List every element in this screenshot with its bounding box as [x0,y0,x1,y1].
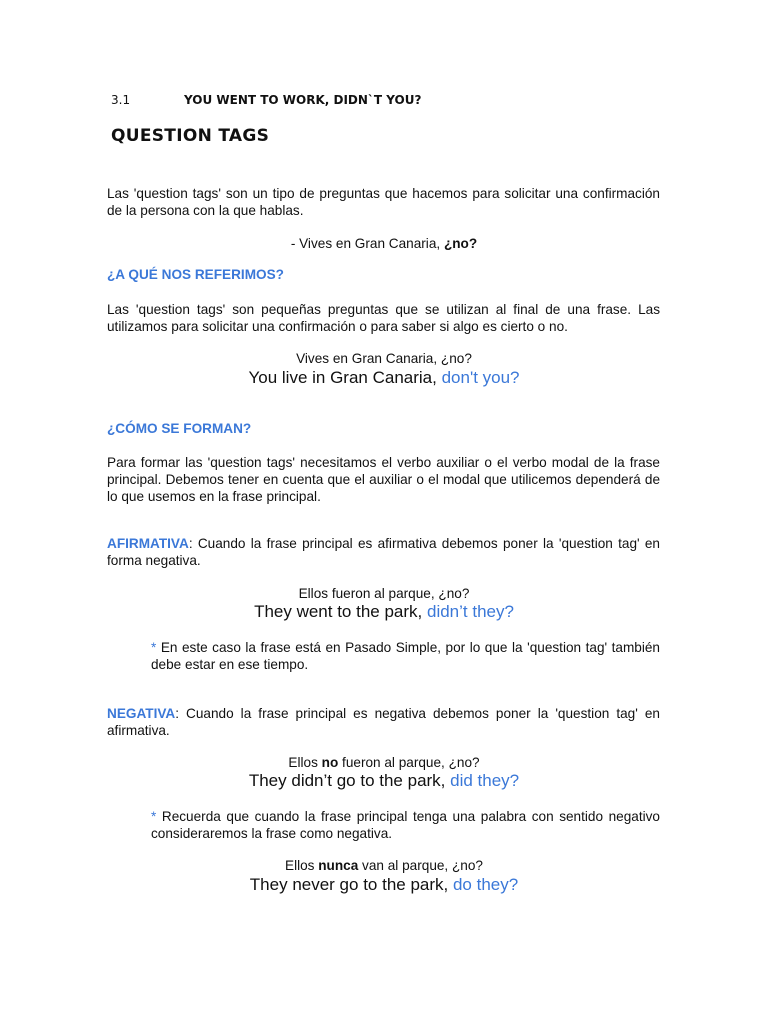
section-number: 3.1 [111,93,131,107]
intro-example-bold: ¿no? [443,236,478,251]
negative-example2-es [0,857,768,874]
affirmative-example-en-tag: didn’t they? [426,602,514,621]
refer-example-en-tag: don't you? [441,368,520,387]
affirmative-label: AFIRMATIVA [107,536,189,551]
negative-example-es-bold: no [321,755,339,770]
negative-example-en-tag: did they? [450,771,520,790]
negative-example2-es-bold: nunca [318,858,359,873]
note-star: * [151,809,162,824]
intro-example [0,235,768,252]
negative-example-en [0,771,768,791]
intro-paragraph: Las 'question tags' son un tipo de preguntas que hacemos para solicitar una confirmación de la persona con la que hablas. [107,186,660,218]
section-title: YOU WENT TO WORK, DIDN`T YOU? [184,93,422,107]
affirmative-example-en-main: They went to the park, [254,602,427,621]
refer-example-es: Vives en Gran Canaria, ¿no? [296,351,472,366]
affirmative-text: : Cuando la frase principal es afirmativa debemos poner la 'question tag' en forma negativa. [107,536,660,568]
form-paragraph: Para formar las 'question tags' necesitamos el verbo auxiliar o el verbo modal de la frase principal. Debemos tener en cuenta que el auxiliar o el modal que utilicemos dependerá de lo que usemos en la frase principal. [107,455,660,504]
negative-paragraph [107,705,660,739]
negative-text: : Cuando la frase principal es negativa debemos poner la 'question tag' en afirmativa. [107,706,660,738]
affirmative-example-es: Ellos fueron al parque, ¿no? [298,586,470,601]
negative-note-text: Recuerda que cuando la frase principal tenga una palabra con sentido negativo consideraremos la frase como negativa. [151,809,660,841]
affirmative-paragraph [107,535,660,569]
refer-example-en [0,368,768,388]
negative-example2-en-tag: do they? [452,875,519,894]
negative-example-es-post: fueron al parque, ¿no? [338,755,480,770]
negative-label: NEGATIVA [107,706,176,721]
note-star: * [151,640,161,655]
negative-example-es-pre: Ellos [288,755,322,770]
refer-paragraph: Las 'question tags' son pequeñas preguntas que se utilizan al final de una frase. Las utilizamos para solicitar una confirmación o para saber si algo es cierto o no. [107,302,660,334]
heading-form: ¿CÓMO SE FORMAN? [107,421,252,436]
negative-example2-es-pre: Ellos [285,858,319,873]
negative-example2-en-main: They never go to the park, [249,875,453,894]
negative-example-en-main: They didn’t go to the park, [248,771,451,790]
heading-refer: ¿A QUÉ NOS REFERIMOS? [107,267,284,282]
negative-example-es [0,754,768,771]
intro-example-text: - Vives en Gran Canaria, [290,236,444,251]
negative-note [151,808,660,842]
negative-example2-en [0,875,768,895]
page-title: QUESTION TAGS [111,126,270,146]
affirmative-note-text: En este caso la frase está en Pasado Simple, por lo que la 'question tag' también debe estar en ese tiempo. [151,640,660,672]
refer-example-en-main: You live in Gran Canaria, [248,368,442,387]
affirmative-note [151,639,660,673]
negative-example2-es-post: van al parque, ¿no? [358,858,483,873]
affirmative-example-en [0,602,768,622]
